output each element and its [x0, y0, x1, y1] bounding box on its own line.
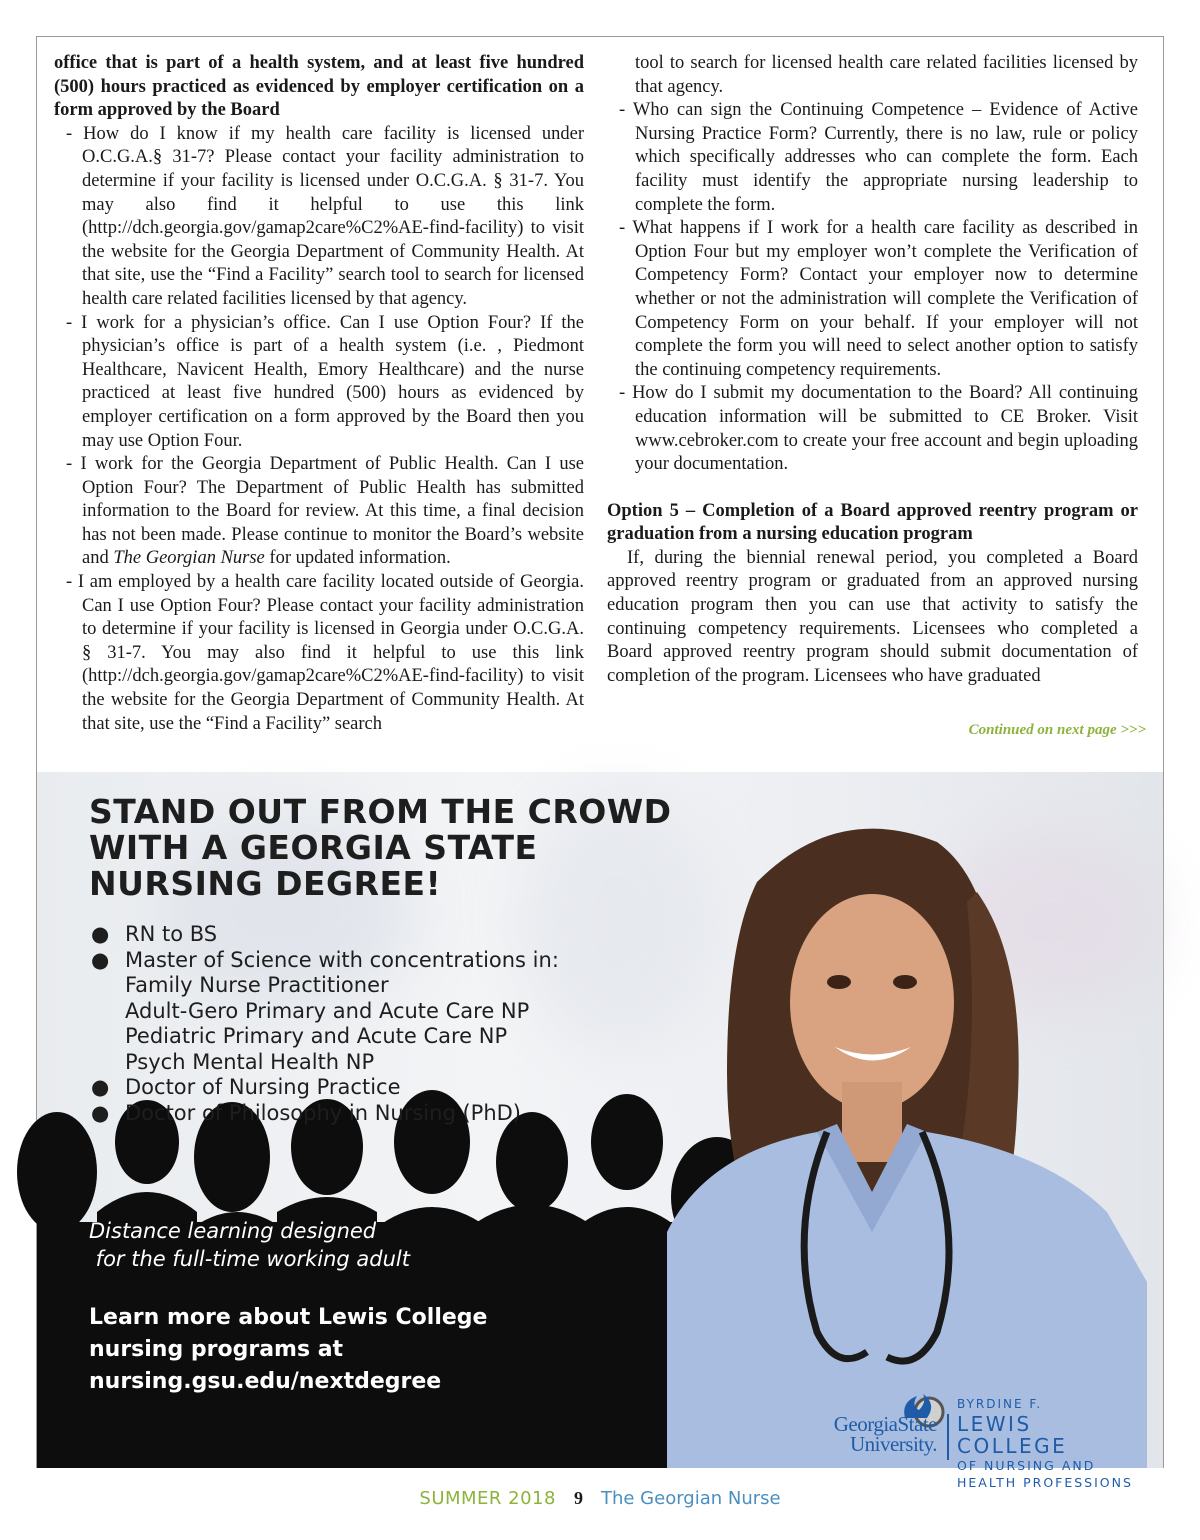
program-label: Doctor of Philosophy in Nursing (PhD) [125, 1100, 521, 1125]
concentration-item: Adult-Gero Primary and Acute Care NP [125, 998, 530, 1023]
lewis-line4: HEALTH PROFESSIONS [957, 1475, 1133, 1490]
ad-cta-url[interactable]: nursing.gsu.edu/nextdegree [89, 1369, 442, 1394]
faq-outside-georgia: - I am employed by a health care facility located outside of Georgia. Can I use Option Four? Please contact your facility administration to determine if your facility is licensed in Georgia under O.C.G.A. § 31-7. You may also find it helpful to use this link (http://dch.georgia.gov/gamap2care%C2%AE-find-facility) to visit the website for the Georgia Department of Community Health. At that site, use the “Find a Facility” search [66, 572, 584, 734]
program-item [89, 922, 559, 948]
lewis-line2: LEWIS COLLEGE [957, 1412, 1068, 1458]
program-label: RN to BS [125, 922, 218, 946]
gsu-wordmark [807, 1414, 937, 1454]
advertisement [37, 772, 1163, 1490]
ad-tagline [89, 1217, 410, 1273]
bullet-icon: ● [91, 1100, 110, 1125]
lewis-college-wordmark [957, 1396, 1147, 1491]
program-item [89, 948, 559, 1076]
faq-physician-office: - I work for a physician’s office. Can I use Option Four? If the physician’s office is part of a health system (i.e. , Piedmont Healthcare, Navicent Health, Emory Healthcare) and the nurse practiced at least five hundred (500) hours as evidenced by employer certification on a form approved by the Board then you may use Option Four. [66, 312, 584, 451]
lewis-line1: BYRDINE F. [957, 1397, 1043, 1411]
ad-tagline-line2: for the full-time working adult [89, 1247, 410, 1271]
ad-tagline-line1: Distance learning designed [89, 1219, 377, 1243]
program-label: Doctor of Nursing Practice [125, 1075, 401, 1099]
continued-next-page: Continued on next page >>> [968, 722, 1146, 738]
page-number: 9 [573, 1488, 583, 1508]
ad-headline-line1: STAND OUT FROM THE CROWD [89, 792, 672, 831]
faq-who-can-sign: - Who can sign the Continuing Competence – Evidence of Active Nursing Practice Form? Currently, there is no law, rule or policy which specifically addresses who can complete the form. Each facility must identify the appropriate nursing leadership to complete the form. [619, 100, 1138, 215]
faq-public-health-end: for updated information. [264, 548, 451, 569]
issue-season: SUMMER 2018 [419, 1488, 556, 1509]
faq-facility-licensed: - How do I know if my health care facility is licensed under O.C.G.A.§ 31-7? Please contact your facility administration to determine if your facility is licensed under O.C.G.A. § 31-7. You may also find it helpful to use this link (http://dch.georgia.gov/gamap2care%C2%AE-find-facility) to visit the website for the Georgia Department of Community Health. At that site, use the “Find a Facility” search tool to search for licensed health care related facilities licensed by that agency. [66, 123, 584, 309]
option5-body: If, during the biennial renewal period, you completed a Board approved reentry program or graduated from an approved nursing education program then you can use that activity to satisfy the continuing competency requirements. Licensees who completed a Board approved reentry program should submit documentation of completion of the program. Licensees who have graduated [607, 547, 1138, 686]
bullet-icon: ● [91, 947, 110, 972]
gsu-lewis-logo [807, 1392, 1147, 1490]
concentration-item: Pediatric Primary and Acute Care NP [125, 1024, 508, 1048]
program-item [89, 1075, 559, 1101]
faq-public-health [54, 453, 584, 571]
gsu-wordmark-line2: University. [849, 1432, 937, 1456]
concentration-item: Psych Mental Health NP [125, 1049, 375, 1074]
faq-submit-documentation: - How do I submit my documentation to the Board? All continuing education information will be submitted to CE Broker. Visit www.cebroker.com to create your free account and begin uploading your documentation. [619, 383, 1138, 475]
program-item [89, 1101, 559, 1127]
option5-heading: Option 5 – Completion of a Board approved reentry program or graduation from a nursing education program [607, 500, 1138, 545]
bullet-icon: ● [91, 922, 110, 946]
crowd-silhouettes [37, 1102, 757, 1468]
lewis-line3: OF NURSING AND [957, 1458, 1096, 1473]
nurse-photo [667, 812, 1147, 1468]
magazine-title: The Georgian Nurse [600, 1488, 781, 1509]
left-column [54, 52, 584, 736]
ad-call-to-action [89, 1302, 487, 1398]
faq-public-health-text: - I work for the Georgia Department of Public Health. Can I use Option Four? The Department of Public Health has submitted information to the Board for review. At this time, a final decision has not been made. Please continue to monitor the Board’s website and [66, 454, 584, 569]
publication-name: The Georgian Nurse [113, 548, 265, 569]
faq-employer-wont-complete: - What happens if I work for a health care facility as described in Option Four but my employer won’t complete the Verification of Competency Form? Contact your employer now to determine whether or not the administration will complete the Verification of Competency Form on your behalf. If your employer will not complete the form you will need to select another option to satisfy the continuing competency requirements. [619, 218, 1138, 380]
concentration-item: Family Nurse Practitioner [125, 973, 389, 997]
ad-headline-line2: WITH A GEORGIA STATE [89, 828, 538, 867]
gsu-wordmark-line1: GeorgiaState [833, 1412, 937, 1436]
logo-divider [947, 1414, 949, 1460]
ad-cta-line2: nursing programs at [89, 1337, 344, 1362]
lead-paragraph: office that is part of a health system, and at least five hundred (500) hours practiced as evidenced by employer certification on a form approved by the Board [54, 53, 584, 121]
right-column [607, 52, 1138, 688]
page-footer [0, 1488, 1200, 1509]
program-list [89, 922, 559, 1126]
bullet-icon: ● [91, 1075, 110, 1099]
program-label: Master of Science with concentrations in: [125, 947, 559, 972]
continued-text: tool to search for licensed health care related facilities licensed by that agency. [635, 53, 1138, 97]
ad-cta-line1: Learn more about Lewis College [89, 1305, 488, 1330]
ad-headline-line3: NURSING DEGREE! [89, 864, 442, 903]
